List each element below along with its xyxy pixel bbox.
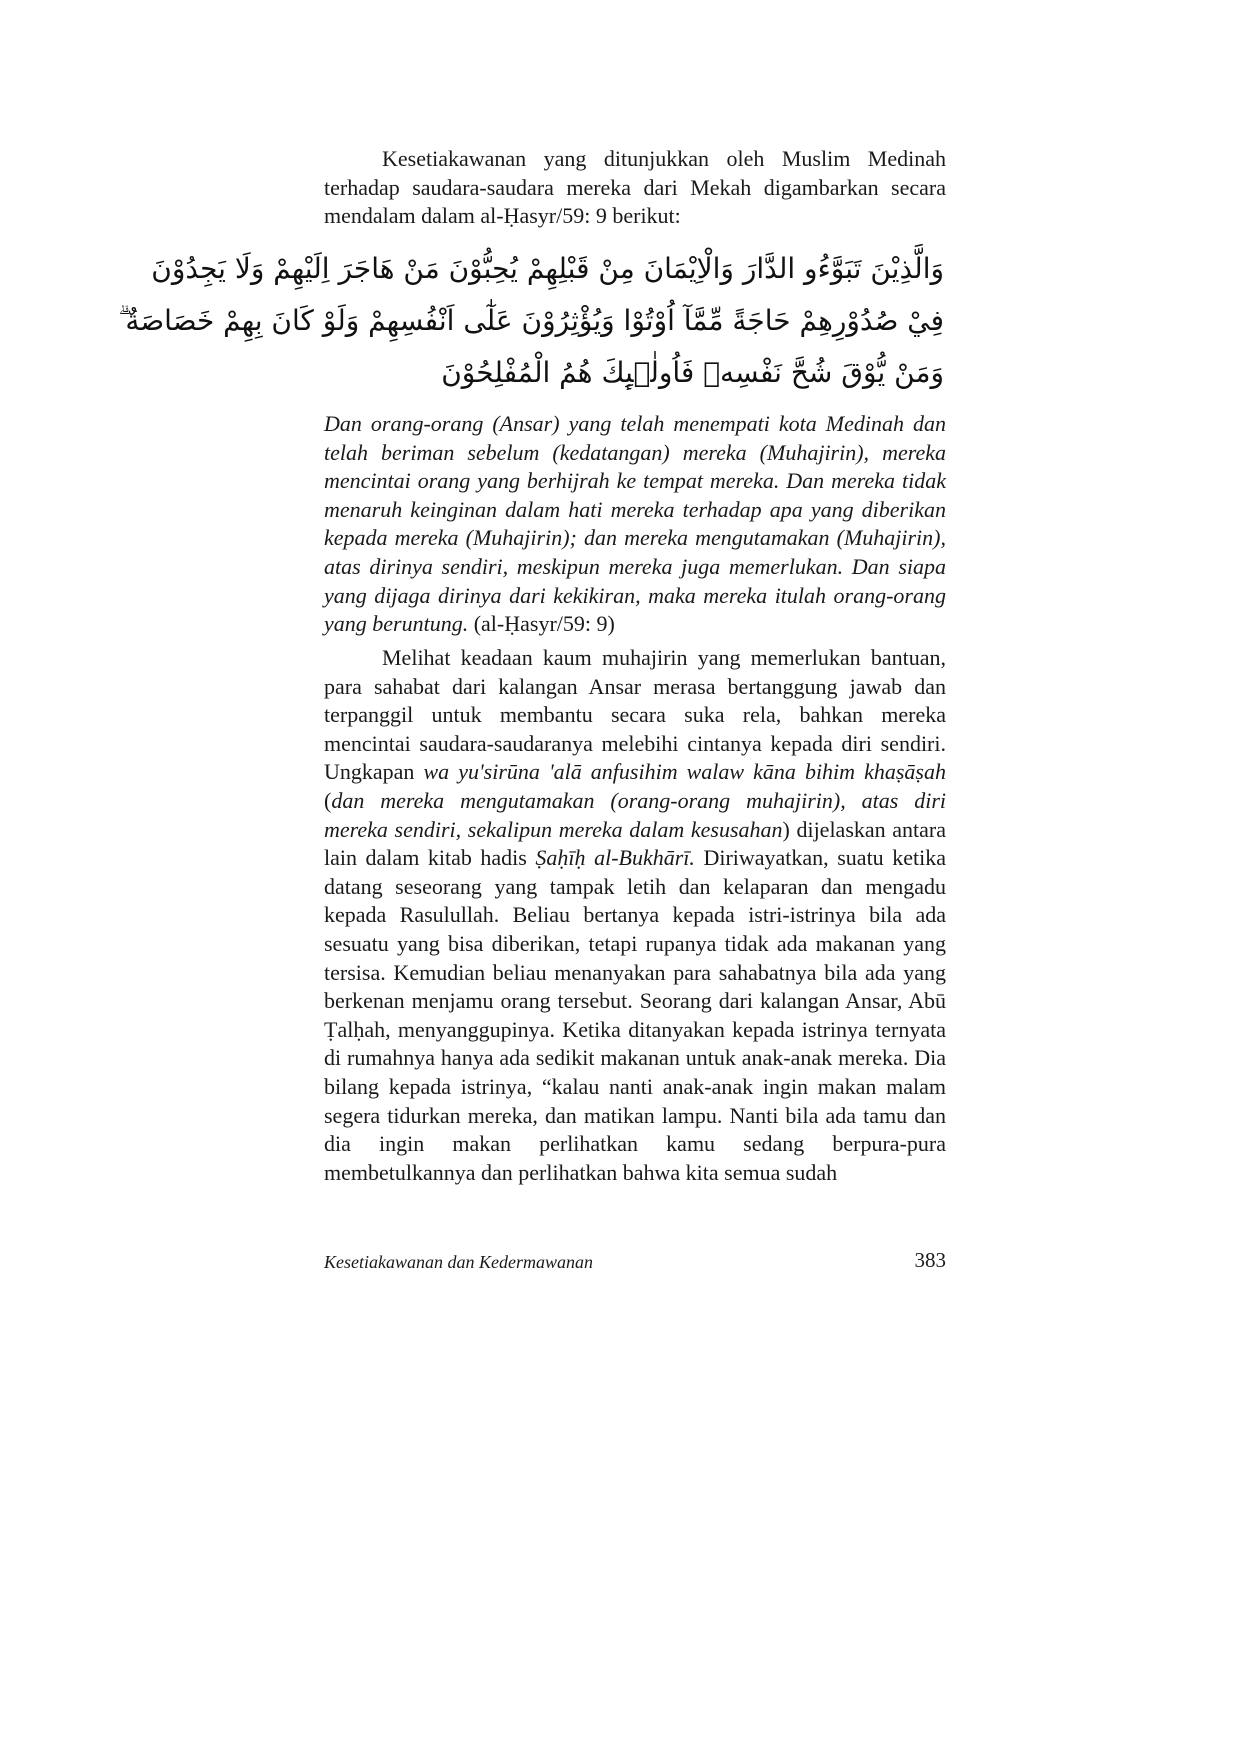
hadith-book-title: Ṣaḥīḥ al-Bukhārī. bbox=[535, 845, 695, 871]
body-paragraph bbox=[324, 644, 946, 1187]
verse-translation bbox=[324, 410, 946, 639]
body-text-1: Melihat keadaan kaum muhajirin yang memerlukan bantuan, para sahabat dari kalangan Ansar merasa bertanggung jawab dan terpanggil untuk membantu secara suka rela, bahkan mereka mencintai saudara-saudaranya melebihi cintanya kepada diri sendiri. Ungkapan bbox=[324, 645, 946, 785]
quran-verse-arabic bbox=[118, 243, 944, 399]
verse-reference: (al-Ḥasyr/59: 9) bbox=[468, 611, 615, 637]
page-number: 383 bbox=[914, 1248, 946, 1272]
ayah-line-3: وَمَنْ يُّوْقَ شُحَّ نَفْسِهٖ فَاُولٰۤىِٕكَ هُمُ الْمُفْلِحُوْنَ bbox=[441, 356, 944, 389]
ayah-line-1: وَالَّذِيْنَ تَبَوَّءُو الدَّارَ وَالْاِيْمَانَ مِنْ قَبْلِهِمْ يُحِبُّوْنَ مَنْ هَاجَرَ اِلَيْهِمْ وَلَا يَجِدُوْنَ bbox=[151, 252, 944, 285]
body-text-4: Diriwayatkan, suatu ketika datang seseorang yang tampak letih dan kelaparan dan mengadu kepada Rasulullah. Beliau bertanya kepada istri-istrinya bila ada sesuatu yang bisa diberikan, tetapi rupanya tidak ada makanan yang tersisa. Kemudian beliau menanyakan para sahabatnya bila ada yang berkenan menjamu orang tersebut. Seorang dari kalangan Ansar, Abū Ṭalḥah, menyanggupinya. Ketika ditanyakan kepada istrinya ternyata di rumahnya hanya ada sedikit makanan untuk anak-anak mereka. Dia bilang kepada istrinya, “kalau nanti anak-anak ingin makan malam segera tidurkan mereka, dan matikan lampu. Nanti bila ada tamu dan dia ingin makan perlihatkan kamu sedang berpura-pura membetulkannya dan perlihatkan bahwa kita semua sudah bbox=[324, 845, 946, 1185]
body-text-2: ( bbox=[324, 787, 332, 813]
translation-text: Dan orang-orang (Ansar) yang telah menempati kota Medinah dan telah beriman sebelum (kedatangan) mereka (Muhajirin), mereka mencintai orang yang berhijrah ke tempat mereka. Dan mereka tidak menaruh keinginan dalam hati mereka terhadap apa yang diberikan kepada mereka (Muhajirin); dan mereka mengutamakan (Muhajirin), atas dirinya sendiri, meskipun mereka juga memerlukan. Dan siapa yang dijaga dirinya dari kekikiran, maka mereka itulah orang-orang yang beruntung. bbox=[324, 411, 946, 637]
phrase-translation: dan mereka mengutamakan (orang-orang muhajirin), atas diri mereka sendiri, sekalipun mereka dalam kesusahan bbox=[324, 787, 946, 842]
running-footer-title: Kesetiakawanan dan Kedermawanan bbox=[324, 1252, 593, 1272]
intro-paragraph: Kesetiakawanan yang ditunjukkan oleh Muslim Medinah terhadap saudara-saudara mereka dari Mekah digambarkan secara mendalam dalam al-Ḥasyr/59: 9 berikut: bbox=[324, 146, 946, 229]
body-text-3: ) dijelaskan antara lain dalam kitab hadis bbox=[324, 816, 946, 871]
ayah-line-2: فِيْ صُدُوْرِهِمْ حَاجَةً مِّمَّآ اُوْتُوْا وَيُؤْثِرُوْنَ عَلٰٓى اَنْفُسِهِمْ وَلَوْ كَانَ بِهِمْ خَصَاصَةٌ ۗ bbox=[118, 304, 944, 337]
transliteration-phrase: wa yu'sirūna 'alā anfusihim walaw kāna bihim khaṣāṣah bbox=[423, 759, 946, 785]
